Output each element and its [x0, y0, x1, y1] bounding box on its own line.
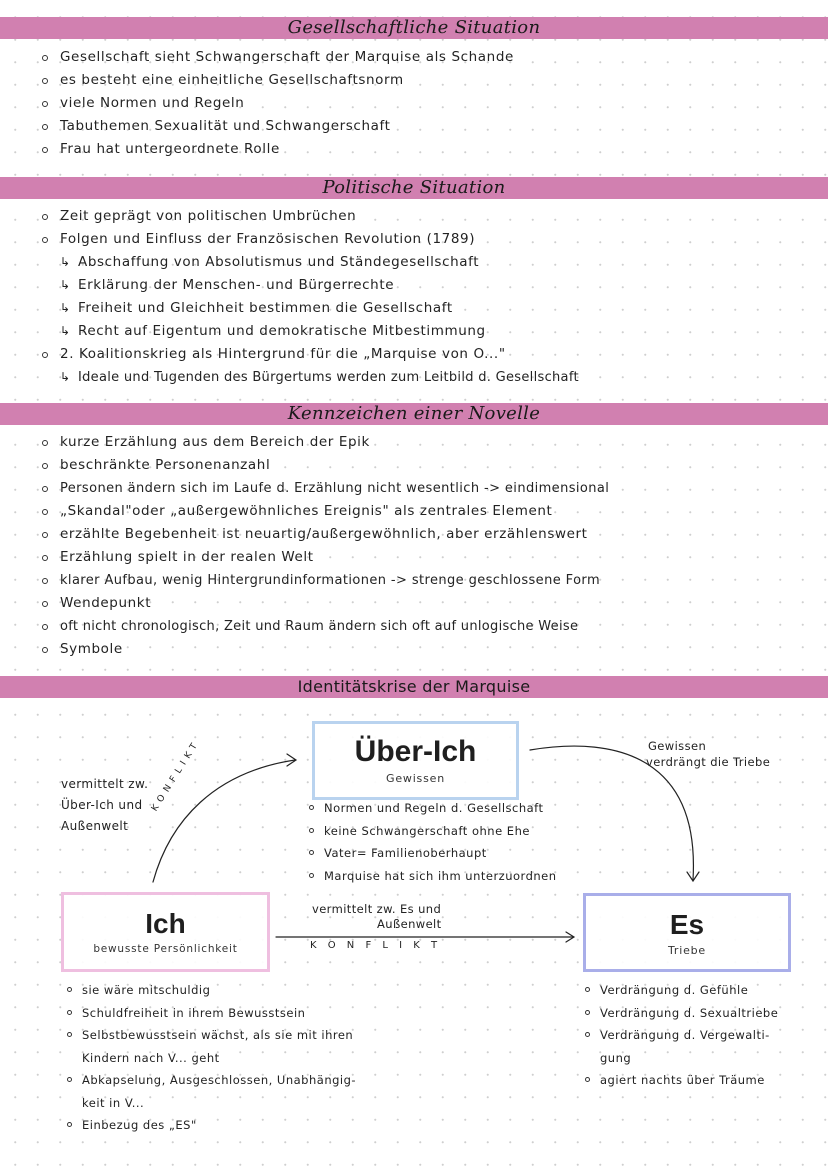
list-item: Verdrängung d. Gefühle	[582, 979, 778, 1002]
list-item: kurze Erzählung aus dem Bereich der Epik	[40, 431, 609, 454]
return-arrow-icon: ↳	[60, 301, 71, 315]
section-title-identitaet: Identitätskrise der Marquise	[297, 677, 531, 696]
list-item: Erzählung spielt in der realen Welt	[40, 546, 609, 569]
list-item: Folgen und Einfluss der Französischen Revolution (1789)	[40, 228, 579, 251]
list-subitem: ↳ Abschaffung von Absolutismus und Ständegesellschaft	[40, 251, 579, 274]
list-item: oft nicht chronologisch, Zeit und Raum ändern sich oft auf unlogische Weise	[40, 615, 609, 638]
list-item: es besteht eine einheitliche Gesellschaftsnorm	[40, 69, 514, 92]
list-item: Tabuthemen Sexualität und Schwangerschaft	[40, 115, 514, 138]
list-subitem: ↳ Erklärung der Menschen- und Bürgerrechte	[40, 274, 579, 297]
list-subitem: ↳ Ideale und Tugenden des Bürgertums werden zum Leitbild d. Gesellschaft	[40, 366, 579, 389]
list-item: Marquise hat sich ihm unterzuordnen	[306, 865, 557, 888]
list-item: Normen und Regeln d. Gesellschaft	[306, 797, 557, 820]
list-item: 2. Koalitionskrieg als Hintergrund für die „Marquise von O..."	[40, 343, 579, 366]
section-title-gesellschaft: Gesellschaftliche Situation	[287, 17, 541, 38]
list-item: Symbole	[40, 638, 609, 661]
note-ueberich-es: Gewissen verdrängt die Triebe	[646, 739, 771, 769]
list-item-continuation: gung	[600, 1050, 632, 1065]
ich-subtitle: bewusste Persönlichkeit	[93, 943, 238, 955]
return-arrow-icon: ↳	[60, 370, 71, 384]
return-arrow-icon: ↳	[60, 324, 71, 338]
es-title: Es	[669, 909, 705, 940]
ich-box	[61, 892, 270, 972]
ich-title: Ich	[145, 908, 186, 939]
list-item: Verdrängung d. Vergewalti-	[582, 1024, 778, 1047]
return-arrow-icon: ↳	[60, 255, 71, 269]
ueberich-title: Über-Ich	[354, 735, 477, 768]
list-item: agiert nachts über Träume	[582, 1069, 778, 1092]
es-box	[583, 893, 791, 972]
return-arrow-icon: ↳	[60, 278, 71, 292]
list-item: viele Normen und Regeln	[40, 92, 514, 115]
section-title-novelle: Kennzeichen einer Novelle	[287, 403, 541, 424]
list-item: Einbezug des „ES"	[64, 1114, 356, 1137]
es-list	[582, 979, 778, 1092]
list-item-continuation: Kindern nach V... geht	[82, 1050, 220, 1065]
note-ich-ueberich: vermittelt zw. Über-Ich und Außenwelt	[61, 777, 149, 833]
section-title-politik: Politische Situation	[322, 177, 506, 198]
ueberich-subtitle: Gewissen	[386, 772, 445, 785]
list-item: beschränkte Personenanzahl	[40, 454, 609, 477]
es-subtitle: Triebe	[668, 944, 706, 957]
ich-list	[64, 979, 356, 1137]
ueberich-box	[312, 721, 519, 800]
list-item: Schuldfreiheit in ihrem Bewusstsein	[64, 1002, 356, 1025]
list-item: Zeit geprägt von politischen Umbrüchen	[40, 205, 579, 228]
list-item: Selbstbewusstsein wächst, als sie mit ihren	[64, 1024, 356, 1047]
list-item-continuation: keit in V...	[82, 1095, 145, 1110]
list-item: Abkapselung, Ausgeschlossen, Unabhängig-	[64, 1069, 356, 1092]
list-subitem: ↳ Freiheit und Gleichheit bestimmen die Gesellschaft	[40, 297, 579, 320]
list-item: Frau hat untergeordnete Rolle	[40, 138, 514, 161]
list-item: erzählte Begebenheit ist neuartig/außergewöhnlich, aber erzählenswert	[40, 523, 609, 546]
ueberich-list	[306, 797, 557, 887]
list-item: sie wäre mitschuldig	[64, 979, 356, 1002]
list-item: Verdrängung d. Sexualtriebe	[582, 1002, 778, 1025]
list-item: Wendepunkt	[40, 592, 609, 615]
list-item: Vater= Familienoberhaupt	[306, 842, 557, 865]
list-subitem: ↳ Recht auf Eigentum und demokratische Mitbestimmung	[40, 320, 579, 343]
list-item: „Skandal"oder „außergewöhnliches Ereignis" als zentrales Element	[40, 500, 609, 523]
konflikt-diagonal-label: KONFLIKT	[150, 737, 203, 814]
list-item: klarer Aufbau, wenig Hintergrundinformationen -> strenge geschlossene Form	[40, 569, 609, 592]
konflikt-horizontal-label: K O N F L I K T	[310, 940, 442, 951]
list-item: Personen ändern sich im Laufe d. Erzählung nicht wesentlich -> eindimensional	[40, 477, 609, 500]
list-item: Gesellschaft sieht Schwangerschaft der Marquise als Schande	[40, 46, 514, 69]
note-ich-es: vermittelt zw. Es und Außenwelt	[312, 902, 442, 931]
list-item: keine Schwangerschaft ohne Ehe	[306, 820, 557, 843]
